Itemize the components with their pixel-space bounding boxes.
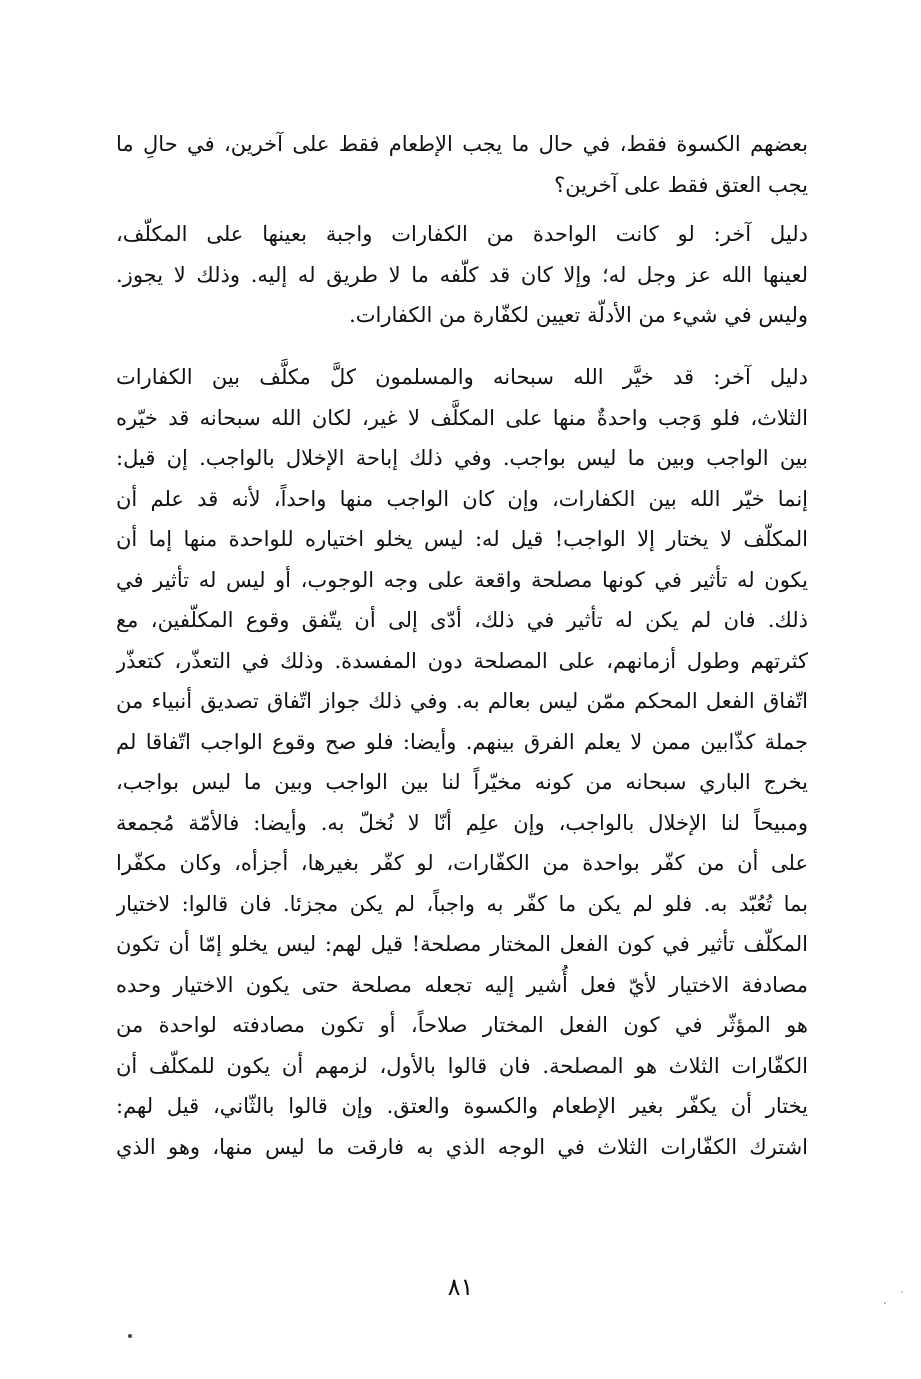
text-line: يخرج الباري سبحانه من كونه مخيّراً لنا بين الواجب وبين ما ليس بواجب، — [116, 770, 808, 794]
text-line: الكفّارات الثلاث هو المصلحة. فان قالوا بالأول، لزمهم أن يكون للمكلّف أن — [116, 1053, 808, 1078]
text-line: دليل آخر: لو كانت الواحدة من الكفارات واجبة بعينها على المكلّف، — [116, 222, 808, 246]
text-line: بما تُعُبّد به. فلو لم يكن ما كفّر به واجباً، لم يكن مجزئا. فان قالوا: لاختيار — [116, 891, 808, 916]
page-number: ٨١ — [447, 1273, 474, 1301]
scan-speck — [128, 1334, 132, 1338]
text-line: ذلك. فان لم يكن له تأثير في ذلك، أدّى إلى أن يتّفق وقوع المكلّفين، مع — [116, 608, 808, 632]
text-line: المكلّف تأثير في كون الفعل المختار مصلحة! قيل لهم: ليس يخلو إمّا أن تكون — [116, 932, 808, 956]
text-line: وليس في شيء من الأدلّة تعيين لكفّارة من الكفارات. — [349, 303, 808, 327]
text-line: مصادفة الاختيار لأيّ فعل أُشير إليه تجعله مصلحة حتى يكون الاختيار وحده — [116, 972, 808, 997]
scan-speck — [884, 1302, 886, 1304]
paragraph-second — [116, 214, 808, 336]
text-line: بعضهم الكسوة فقط، في حال ما يجب الإطعام فقط على آخرين، في حالِ ما — [116, 132, 808, 156]
text-line: على أن من كفّر بواحدة من الكفّارات، لو كفّر بغيرها، أجزأه، وكان مكفّرا — [116, 851, 808, 875]
text-line: يختار أن يكفّر بغير الإطعام والكسوة والعتق. وإن قالوا بالثّاني، قيل لهم: — [116, 1094, 808, 1118]
text-line: لعينها الله عز وجل له؛ وإلا كان قد كلّفه ما لا طريق له إليه. وذلك لا يجوز. — [116, 262, 808, 287]
paragraph-third — [116, 357, 808, 1167]
text-line: بين الواجب وبين ما ليس بواجب. وفي ذلك إباحة الإخلال بالواجب. إن قيل: — [116, 446, 808, 470]
text-line: المكلّف لا يختار إلا الواجب! قيل له: ليس يخلو اختياره للواحدة منها إما أن — [116, 527, 808, 551]
text-line: اتّفاق الفعل المحكم ممّن ليس بعالم به. وفي ذلك جواز اتّفاق تصديق أنبياء من — [116, 689, 808, 713]
text-line: الثلاث، فلو وَجب واحدةٌ منها على المكلَّف لا غير، لكان الله سبحانه قد خيّره — [116, 405, 808, 430]
text-line: جملة كذّابين ممن لا يعلم الفرق بينهم. وأيضا: فلو صح وقوع الواجب اتّفاقا لم — [116, 729, 808, 754]
text-line: كثرتهم وطول أزمانهم، على المصلحة دون المفسدة. وذلك في التعذّر، كتعذّر — [116, 648, 808, 673]
text-line: ومبيحاً لنا الإخلال بالواجب، وإن علِم أنّا لا نُخلّ به. وأيضا: فالأمّة مُجمعة — [116, 810, 808, 835]
text-line: دليل آخر: قد خيَّر الله سبحانه والمسلمون كلَّ مكلَّف بين الكفارات — [116, 365, 808, 389]
text-line: اشترك الكفّارات الثلاث في الوجه الذي به فارقت ما ليس منها، وهو الذي — [116, 1134, 808, 1159]
paragraph-continued — [116, 124, 808, 205]
text-line: هو المؤثّر في كون الفعل المختار صلاحاً، أو تكون مصادفته لواحدة من — [116, 1013, 808, 1037]
text-line: يجب العتق فقط على آخرين؟ — [554, 172, 808, 197]
text-line: يكون له تأثير في كونها مصلحة واقعة على وجه الوجوب، أو ليس له تأثير في — [116, 567, 808, 592]
scan-speck — [901, 1291, 903, 1293]
text-line: إنما خيّر الله بين الكفارات، وإن كان الواجب منها واحداً، لأنه قد علم أن — [116, 486, 808, 511]
